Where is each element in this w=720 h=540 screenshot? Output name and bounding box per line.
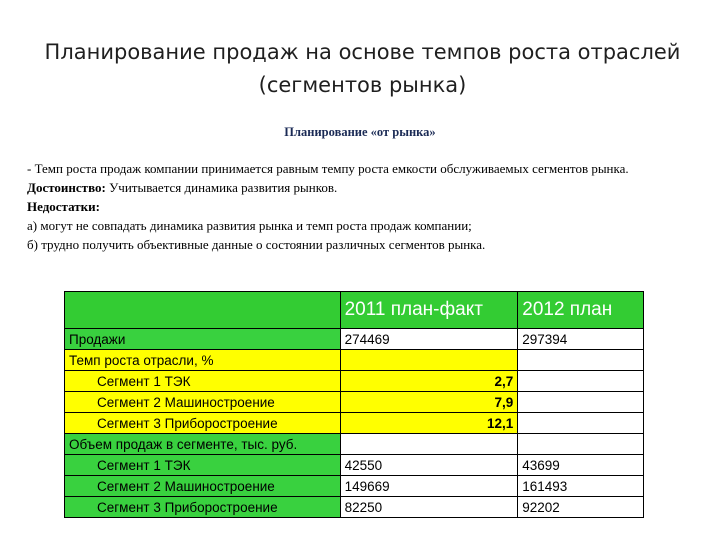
- row-value-2011: 82250: [340, 497, 518, 518]
- row-value-2012: [518, 392, 644, 413]
- row-value-2011: 7,9: [340, 392, 518, 413]
- advantage-text: Учитывается динамика развития рынков.: [105, 180, 338, 195]
- row-label: Сегмент 3 Приборостроение: [65, 497, 341, 518]
- table-row: [65, 329, 644, 350]
- row-value-2011: 149669: [340, 476, 518, 497]
- table-row: [65, 455, 644, 476]
- disadvantage-a: а) могут не совпадать динамика развития рынка и темп роста продаж компании;: [27, 218, 472, 233]
- table-header-row: [65, 292, 644, 329]
- table-row: [65, 350, 644, 371]
- disadvantages-label: Недостатки:: [27, 199, 100, 214]
- row-value-2012: 92202: [518, 497, 644, 518]
- table-row: [65, 413, 644, 434]
- row-value-2012: [518, 371, 644, 392]
- table-row: [65, 497, 644, 518]
- row-value-2011: 42550: [340, 455, 518, 476]
- table-header-blank: [65, 292, 341, 329]
- row-value-2012: 297394: [518, 329, 644, 350]
- slide-subtitle: Планирование «от рынка»: [284, 125, 436, 139]
- row-label: Темп роста отрасли, %: [65, 350, 341, 371]
- table-row: [65, 476, 644, 497]
- row-value-2011: 274469: [340, 329, 518, 350]
- table-row: [65, 371, 644, 392]
- advantage-label: Достоинство:: [27, 180, 106, 195]
- row-value-2011: [340, 350, 518, 371]
- row-value-2012: 161493: [518, 476, 644, 497]
- slide-body: [27, 159, 667, 254]
- row-label: Сегмент 2 Машиностроение: [65, 392, 341, 413]
- advantage-line: [27, 178, 667, 197]
- row-value-2012: [518, 350, 644, 371]
- row-label: Сегмент 1 ТЭК: [65, 371, 341, 392]
- table-header-2011: 2011 план-факт: [340, 292, 518, 329]
- table-row: [65, 392, 644, 413]
- table-row: [65, 434, 644, 455]
- row-label: Сегмент 2 Машиностроение: [65, 476, 341, 497]
- row-value-2012: 43699: [518, 455, 644, 476]
- slide-title: Планирование продаж на основе темпов роста отраслей (сегментов рынка): [44, 40, 681, 97]
- row-value-2012: [518, 434, 644, 455]
- disadvantage-b: б) трудно получить объективные данные о состоянии различных сегментов рынка.: [27, 237, 486, 252]
- row-value-2011: 12,1: [340, 413, 518, 434]
- row-value-2012: [518, 413, 644, 434]
- row-label: Сегмент 3 Приборостроение: [65, 413, 341, 434]
- row-label: Сегмент 1 ТЭК: [65, 455, 341, 476]
- row-label: Объем продаж в сегменте, тыс. руб.: [65, 434, 341, 455]
- row-value-2011: 2,7: [340, 371, 518, 392]
- row-value-2011: [340, 434, 518, 455]
- sales-table: [64, 291, 644, 518]
- row-label: Продажи: [65, 329, 341, 350]
- description-text: - Темп роста продаж компании принимается равным темпу роста емкости обслуживаемых сегментов рынка.: [27, 161, 629, 176]
- table-header-2012: 2012 план: [518, 292, 644, 329]
